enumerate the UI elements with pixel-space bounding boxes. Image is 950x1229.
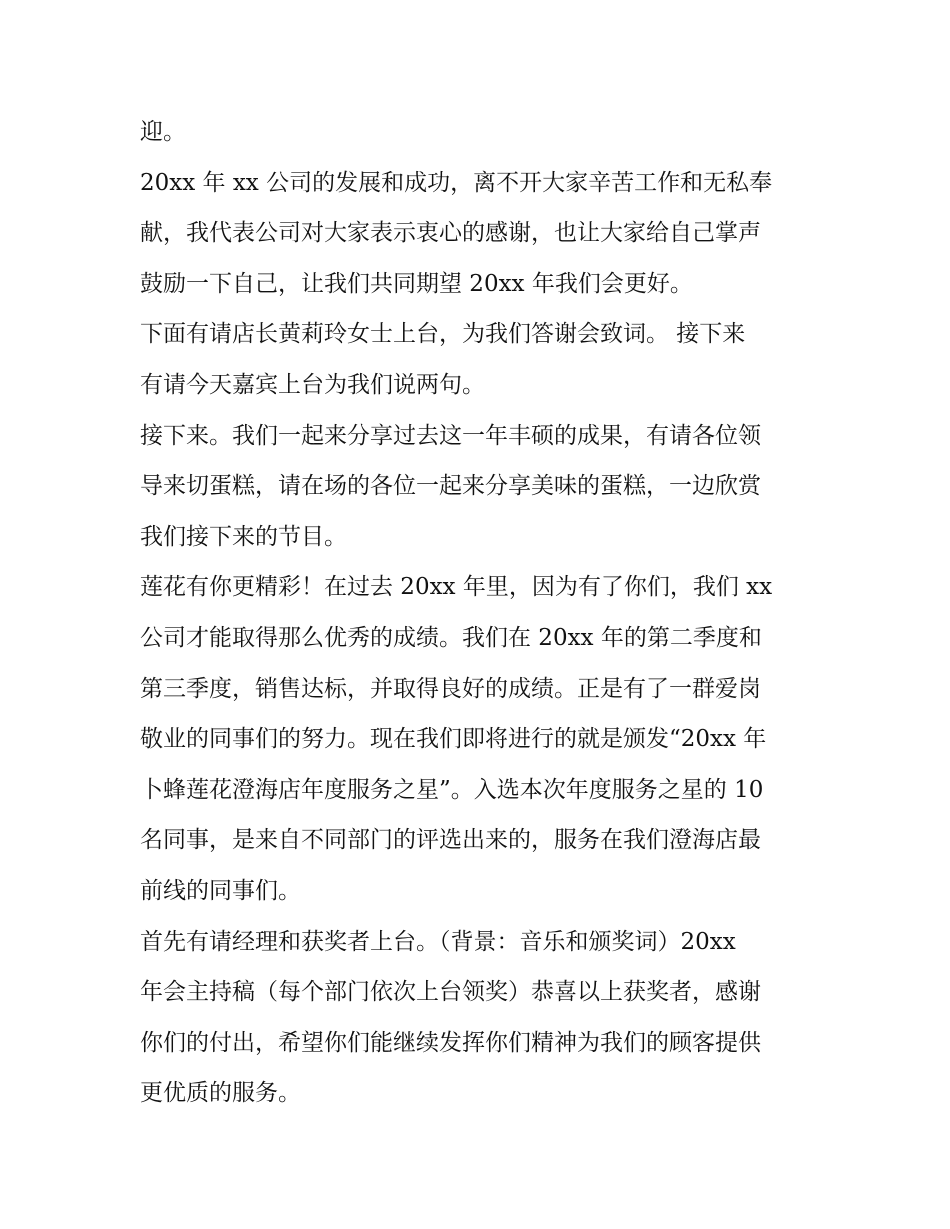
text-line: 公司才能取得那么优秀的成绩。我们在 20xx 年的第二季度和: [140, 624, 762, 651]
text-line: 你们的付出，希望你们能继续发挥你们精神为我们的顾客提供: [140, 1029, 761, 1056]
text-line: 下面有请店长黄莉玲女士上台，为我们答谢会致词。 接下来: [140, 321, 746, 348]
text-line: 导来切蛋糕，请在场的各位一起来分享美味的蛋糕，一边欣赏: [140, 473, 761, 500]
text-line: 我们接下来的节目。: [140, 523, 347, 550]
text-line: 鼓励一下自己，让我们共同期望 20xx 年我们会更好。: [140, 270, 693, 297]
document-body: [140, 107, 820, 1119]
text-line: 接下来。我们一起来分享过去这一年丰硕的成果，有请各位领: [140, 422, 761, 449]
text-line: 前线的同事们。: [140, 877, 301, 904]
text-line: 卜蜂莲花澄海店年度服务之星”。入选本次年度服务之星的 10: [140, 776, 764, 803]
text-line: 年会主持稿（每个部门依次上台领奖）恭喜以上获奖者，感谢: [140, 979, 761, 1006]
text-line: 莲花有你更精彩！在过去 20xx 年里，因为有了你们，我们 xx: [140, 574, 773, 601]
text-line: 敬业的同事们的努力。现在我们即将进行的就是颁发“20xx 年: [140, 726, 767, 753]
text-line: 首先有请经理和获奖者上台。（背景：音乐和颁奖词）20xx: [140, 928, 736, 955]
text-line: 献，我代表公司对大家表示衷心的感谢，也让大家给自己掌声: [140, 220, 761, 247]
text-line: 20xx 年 xx 公司的发展和成功，离不开大家辛苦工作和无私奉: [140, 169, 773, 196]
text-line: 第三季度，销售达标，并取得良好的成绩。正是有了一群爱岗: [140, 675, 761, 702]
text-line: 名同事，是来自不同部门的评选出来的，服务在我们澄海店最: [140, 827, 761, 854]
text-line: 迎。: [140, 119, 186, 145]
text-line: 有请今天嘉宾上台为我们说两句。: [140, 371, 485, 398]
text-line: 更优质的服务。: [140, 1080, 301, 1107]
